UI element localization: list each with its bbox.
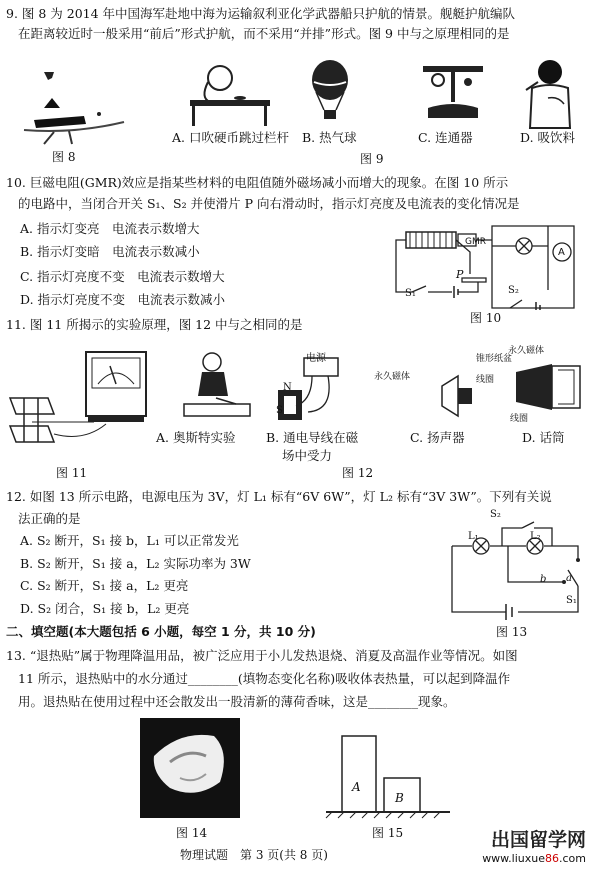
- slider-p-label: P: [456, 268, 464, 281]
- q11-option-b-line2: 场中受力: [282, 448, 333, 463]
- q9-option-d: D. 吸饮料: [520, 130, 576, 145]
- q12-option-b: B. S₂ 断开，S₁ 接 a，L₂ 实际功率为 3W: [20, 556, 251, 571]
- q11-option-c: C. 扬声器: [410, 430, 465, 445]
- watermark-url-post: .com: [559, 852, 586, 865]
- q9-option-b: B. 热气球: [302, 130, 357, 145]
- figure-12a-oersted: [176, 348, 256, 428]
- q12-line2: 法正确的是: [18, 511, 81, 526]
- fig9-caption: 图 9: [360, 152, 384, 166]
- watermark-title: 出国留学网: [490, 829, 586, 851]
- figure-13-circuit: [446, 520, 586, 620]
- q11-option-b-line1: B. 通电导线在磁: [266, 430, 359, 445]
- q9-line1: 9. 图 8 为 2014 年中国海军赴地中海为运输叙利亚化学武器船只护航的情景。舰艇护航编队: [6, 6, 516, 21]
- q10-option-d: D. 指示灯亮度不变 电流表示数减小: [20, 292, 226, 307]
- q10-line1: 10. 巨磁电阻(GMR)效应是指某些材料的电阻值随外磁场减小而增大的现象。在图 10 所示: [6, 175, 509, 190]
- fig10-caption: 图 10: [470, 311, 502, 325]
- q12-line1: 12. 如图 13 所示电路，电源电压为 3V，灯 L₁ 标有“6V 6W”，灯 L₂ 标有“3V 3W”。下列有关说: [6, 489, 552, 504]
- fig13-s2-label: S₂: [490, 509, 501, 520]
- fig13-a-label: a: [566, 573, 572, 584]
- q9-option-a: A. 口吹硬币跳过栏杆: [172, 130, 289, 145]
- watermark-url-pre: www.liuxue: [482, 852, 545, 865]
- figure-15-blocks: [324, 728, 454, 820]
- q10-option-a: A. 指示灯变亮 电流表示数增大: [20, 221, 200, 236]
- pole-s-label: S: [276, 405, 283, 416]
- q10-option-b: B. 指示灯变暗 电流表示数减小: [20, 244, 200, 259]
- fig13-l2-label: L₂: [530, 531, 541, 542]
- fig13-caption: 图 13: [496, 625, 528, 639]
- pole-n-label: N: [283, 382, 292, 393]
- q9-line2: 在距离较近时一般采用“前后”形式护航，而不采用“并排”形式。图 9 中与之原理相同的是: [18, 26, 510, 41]
- figure-8-warships: [14, 58, 134, 148]
- figure-12c-speaker: [438, 366, 478, 426]
- cone-label: 锥形纸盆: [476, 354, 513, 364]
- q13-line1: 13. “退热贴”属于物理降温用品，被广泛应用于小儿发热退烧、消夏及高温作业等情况。如图: [6, 648, 518, 663]
- switch-s2-label: S₂: [508, 285, 519, 296]
- ammeter-label: A: [558, 247, 565, 258]
- q11-option-d: D. 话筒: [522, 430, 565, 445]
- q12-option-a: A. S₂ 断开，S₁ 接 b，L₁ 可以正常发光: [20, 533, 239, 548]
- fig13-s1-label: S₁: [566, 595, 577, 606]
- figure-11-induction-apparatus: [4, 342, 154, 460]
- q13-line3: 用。退热贴在使用过程中还会散发出一股清新的薄荷香味，这是________现象。: [18, 694, 456, 709]
- block-a-label: A: [352, 780, 361, 794]
- figure-9b-hot-air-balloon: [300, 58, 360, 130]
- figure-14-cooling-patch-photo: [140, 718, 240, 818]
- q12-option-c: C. S₂ 断开，S₁ 接 a，L₂ 更亮: [20, 578, 189, 593]
- fig13-l1-label: L₁: [468, 531, 479, 542]
- magnet-label-c: 永久磁体: [374, 372, 411, 382]
- q9-option-c: C. 连通器: [418, 130, 473, 145]
- figure-10-gmr-circuit: [392, 222, 582, 310]
- switch-s1-label: S₁: [405, 288, 416, 299]
- fig15-caption: 图 15: [372, 826, 404, 840]
- coil-label-d: 线圈: [510, 414, 529, 424]
- figure-9d-drinking-straw: [518, 56, 583, 131]
- magnet-label-d: 永久磁体: [508, 346, 545, 356]
- section-2-heading: 二、填空题(本大题包括 6 小题，每空 1 分，共 10 分): [6, 624, 316, 639]
- gmr-label: GMR: [465, 237, 486, 247]
- watermark-url-red: 86: [545, 852, 559, 865]
- figure-9a-blowing-coin: [180, 58, 275, 130]
- fig8-caption: 图 8: [52, 150, 76, 164]
- fig13-b-label: b: [540, 574, 547, 585]
- q13-line2: 11 所示，退热贴中的水分通过________(填物态变化名称)吸收体表热量，可以起到降温作: [18, 671, 511, 686]
- q10-line2: 的电路中，当闭合开关 S₁、S₂ 并使滑片 P 向右滑动时，指示灯亮度及电流表的变化情况是: [18, 196, 520, 211]
- site-watermark: [482, 825, 586, 865]
- block-b-label: B: [395, 791, 404, 805]
- figure-9c-connected-vessel: [418, 58, 488, 130]
- fig12-caption: 图 12: [342, 466, 374, 480]
- coil-label-c: 线圈: [476, 375, 495, 385]
- q11-option-a: A. 奥斯特实验: [156, 430, 236, 445]
- watermark-url: [482, 852, 586, 865]
- q12-option-d: D. S₂ 闭合，S₁ 接 b，L₂ 更亮: [20, 601, 190, 616]
- fig11-caption: 图 11: [56, 466, 88, 480]
- q11-line1: 11. 图 11 所揭示的实验原理，图 12 中与之相同的是: [6, 317, 303, 332]
- fig14-caption: 图 14: [176, 826, 208, 840]
- q10-option-c: C. 指示灯亮度不变 电流表示数增大: [20, 269, 225, 284]
- power-source-label: 电源: [306, 353, 326, 364]
- page-footer: 物理试题 第 3 页(共 8 页): [180, 848, 328, 862]
